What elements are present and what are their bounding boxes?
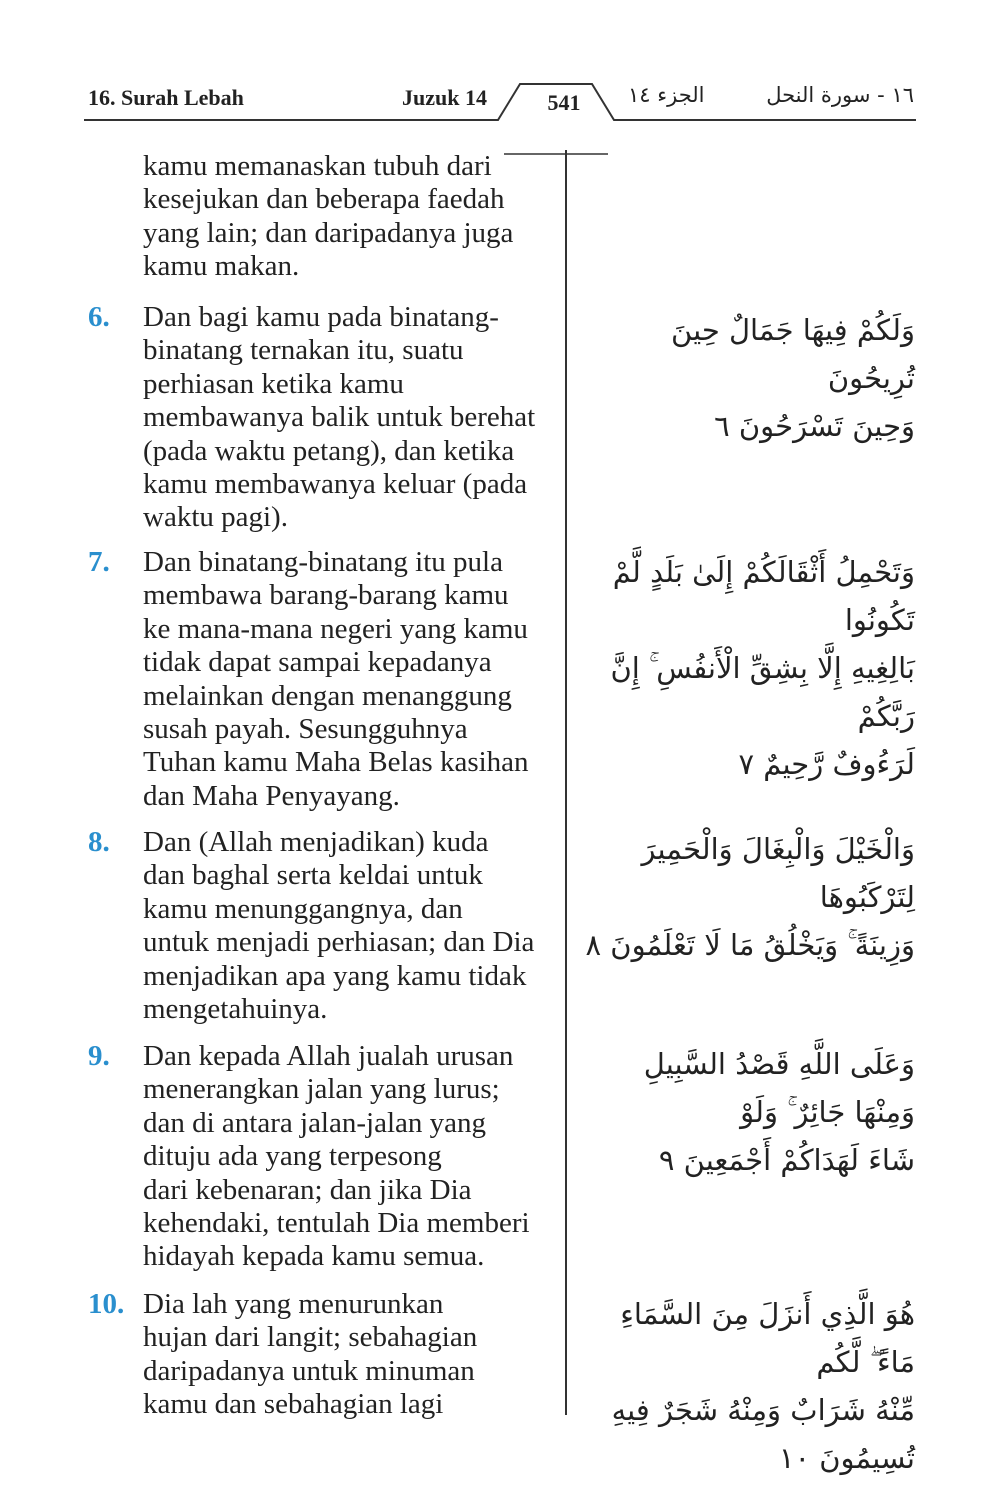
verse-text: Dia lah yang menurunkan hujan dari langit; sebahagian daripadanya untuk minuman kamu dan sebahagian lagi	[143, 1288, 478, 1421]
verse-number: 7.	[88, 546, 110, 578]
verse-text: Dan (Allah menjadikan) kuda dan baghal serta keldai untuk kamu menunggangnya, dan untuk menjadi perhiasan; dan Dia menjadikan apa yang kamu tidak mengetahuinya.	[143, 826, 535, 1026]
column-divider	[565, 150, 567, 1415]
page-number: 541	[547, 90, 581, 115]
verse-number: 10.	[88, 1288, 125, 1320]
verse-number: 8.	[88, 826, 110, 858]
verse-text: Dan kepada Allah jualah urusan menerangkan jalan yang lurus; dan di antara jalan-jalan yang dituju ada yang terpesong dari kebenaran; dan jika Dia kehendaki, tentulah Dia memberi hidayah kepada kamu semua.	[143, 1040, 530, 1273]
verse-text: Dan binatang-binatang itu pula membawa barang-barang kamu ke mana-mana negeri yang kamu tidak dapat sampai kepadanya melainkan dengan menanggung susah payah. Sesungguhnya Tuhan kamu Maha Belas kasihan dan Maha Penyayang.	[143, 546, 529, 812]
verse-number: 6.	[88, 301, 110, 333]
verse-9-arabic: وَعَلَى اللَّهِ قَصْدُ السَّبِيلِ وَمِنْهَا جَائِرٌ ۚ وَلَوْ شَاءَ لَهَدَاكُمْ أَجْمَعِينَ ٩	[643, 1047, 915, 1177]
verse-7-arabic: وَتَحْمِلُ أَثْقَالَكُمْ إِلَىٰ بَلَدٍ لَّمْ تَكُونُوا بَالِغِيهِ إِلَّا بِشِقِّ الْأَنفُسِ ۚ إِنَّ رَبَّكُمْ لَرَءُوفٌ رَّحِيمٌ ٧	[610, 555, 915, 781]
verse-8-arabic: وَالْخَيْلَ وَالْبِغَالَ وَالْحَمِيرَ لِتَرْكَبُوهَا وَزِينَةً ۚ وَيَخْلُقُ مَا لَا تَعْلَمُونَ ٨	[585, 832, 915, 962]
juzuk-label: Juzuk 14	[402, 85, 487, 110]
verse-text: Dan bagi kamu pada binatang- binatang ternakan itu, suatu perhiasan ketika kamu membawanya balik untuk berehat (pada waktu petang), dan ketika kamu membawanya keluar (pada waktu pagi).	[143, 301, 536, 534]
surah-title: 16. Surah Lebah	[88, 85, 244, 110]
surah-title-arabic: ١٦ - سورة النحل	[766, 83, 914, 107]
page-header	[84, 80, 916, 122]
verse-6-arabic: وَلَكُمْ فِيهَا جَمَالٌ حِينَ تُرِيحُونَ وَحِينَ تَسْرَحُونَ ٦	[671, 313, 915, 443]
juz-arabic: الجزء ١٤	[628, 83, 705, 107]
verse-number: 9.	[88, 1040, 110, 1072]
verse-10-arabic: هُوَ الَّذِي أَنزَلَ مِنَ السَّمَاءِ مَاءً ۖ لَّكُم مِّنْهُ شَرَابٌ وَمِنْهُ شَجَرٌ فِيهِ تُسِيمُونَ ١٠	[611, 1297, 915, 1475]
continuation-text: kamu memanaskan tubuh dari kesejukan dan beberapa faedah yang lain; dan daripadanya juga kamu makan.	[143, 150, 514, 283]
